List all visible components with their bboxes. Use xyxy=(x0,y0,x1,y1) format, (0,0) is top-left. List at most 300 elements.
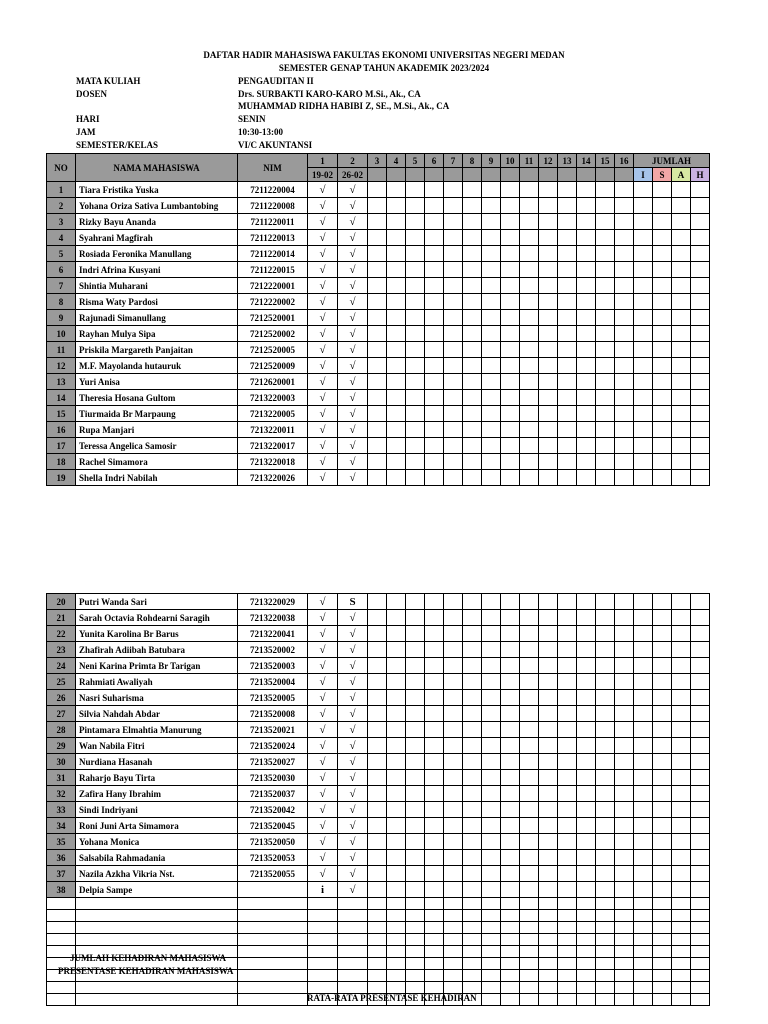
empty-cell xyxy=(368,922,387,934)
meeting-9-cell xyxy=(482,690,501,706)
meeting-15-cell xyxy=(596,850,615,866)
meeting-10-cell xyxy=(501,454,520,470)
meeting-5-cell xyxy=(406,866,425,882)
meeting-16-cell xyxy=(615,422,634,438)
meeting-11-cell xyxy=(520,674,539,690)
label-mata-kuliah: MATA KULIAH xyxy=(76,76,141,86)
student-name: Roni Juni Arta Simamora xyxy=(76,818,238,834)
meeting-4-cell xyxy=(387,278,406,294)
empty-cell xyxy=(406,898,425,910)
table-row xyxy=(47,690,710,706)
meeting-7-cell xyxy=(444,658,463,674)
table-row xyxy=(47,706,710,722)
student-nim: 7213520055 xyxy=(238,866,308,882)
meeting-9-cell xyxy=(482,738,501,754)
meeting-4-cell xyxy=(387,690,406,706)
empty-cell xyxy=(672,898,691,910)
jumlah-a-cell xyxy=(672,422,691,438)
meeting-15-cell xyxy=(596,626,615,642)
meeting-7-cell xyxy=(444,358,463,374)
jumlah-i-cell xyxy=(634,770,653,786)
meeting-12-cell xyxy=(539,722,558,738)
meeting-12-cell xyxy=(539,882,558,898)
meeting-6-cell xyxy=(425,310,444,326)
jumlah-a-cell xyxy=(672,690,691,706)
meeting-8-cell xyxy=(463,626,482,642)
meeting-5-cell xyxy=(406,818,425,834)
meeting-5-cell xyxy=(406,262,425,278)
empty-cell xyxy=(539,970,558,982)
meeting-7-cell xyxy=(444,214,463,230)
jumlah-s-cell xyxy=(653,278,672,294)
meeting-15-cell xyxy=(596,818,615,834)
meeting-11-cell xyxy=(520,626,539,642)
empty-cell xyxy=(615,934,634,946)
row-number: 6 xyxy=(47,262,76,278)
header-row-1 xyxy=(47,154,710,168)
meeting-2-mark: √ xyxy=(338,262,368,278)
empty-cell xyxy=(463,970,482,982)
meeting-11-cell xyxy=(520,690,539,706)
meeting-8-cell xyxy=(463,738,482,754)
jumlah-i-cell xyxy=(634,182,653,198)
meeting-9-cell xyxy=(482,706,501,722)
header-meeting-6: 6 xyxy=(425,154,444,168)
meeting-6-cell xyxy=(425,294,444,310)
header-meeting-2: 2 xyxy=(338,154,368,168)
meeting-9-cell xyxy=(482,214,501,230)
student-nim: 7213520003 xyxy=(238,658,308,674)
row-number: 25 xyxy=(47,674,76,690)
meeting-14-cell xyxy=(577,230,596,246)
row-number: 11 xyxy=(47,342,76,358)
meeting-15-cell xyxy=(596,470,615,486)
meeting-4-cell xyxy=(387,294,406,310)
meeting-11-cell xyxy=(520,454,539,470)
table-row xyxy=(47,406,710,422)
meeting-11-cell xyxy=(520,818,539,834)
meeting-16-cell xyxy=(615,818,634,834)
meeting-9-cell xyxy=(482,642,501,658)
student-nim: 7213520037 xyxy=(238,786,308,802)
meeting-13-cell xyxy=(558,294,577,310)
meeting-6-cell xyxy=(425,230,444,246)
empty-cell xyxy=(76,910,238,922)
meeting-5-cell xyxy=(406,374,425,390)
meeting-13-cell xyxy=(558,626,577,642)
empty-cell xyxy=(47,994,76,1006)
meeting-9-cell xyxy=(482,310,501,326)
meeting-10-cell xyxy=(501,722,520,738)
jumlah-a-cell xyxy=(672,454,691,470)
meeting-12-cell xyxy=(539,326,558,342)
meeting-8-cell xyxy=(463,246,482,262)
jumlah-a-cell xyxy=(672,470,691,486)
meeting-16-cell xyxy=(615,738,634,754)
empty-cell xyxy=(238,934,308,946)
meeting-7-cell xyxy=(444,594,463,610)
meeting-14-cell xyxy=(577,374,596,390)
empty-cell xyxy=(425,934,444,946)
table-row xyxy=(47,390,710,406)
meeting-2-mark: √ xyxy=(338,866,368,882)
meeting-10-cell xyxy=(501,738,520,754)
jumlah-i-cell xyxy=(634,454,653,470)
row-number: 12 xyxy=(47,358,76,374)
student-name: Yuri Anisa xyxy=(76,374,238,390)
empty-cell xyxy=(238,898,308,910)
empty-cell xyxy=(558,970,577,982)
meeting-9-cell xyxy=(482,882,501,898)
meeting-13-cell xyxy=(558,674,577,690)
header-jumlah-a: A xyxy=(672,168,691,182)
empty-cell xyxy=(691,934,710,946)
meeting-6-cell xyxy=(425,802,444,818)
row-number: 34 xyxy=(47,818,76,834)
meeting-1-mark: √ xyxy=(308,818,338,834)
table-row xyxy=(47,294,710,310)
meeting-16-cell xyxy=(615,470,634,486)
jumlah-a-cell xyxy=(672,594,691,610)
jumlah-a-cell xyxy=(672,358,691,374)
meeting-7-cell xyxy=(444,470,463,486)
empty-cell xyxy=(596,970,615,982)
meeting-1-mark: √ xyxy=(308,786,338,802)
meeting-3-cell xyxy=(368,422,387,438)
meeting-7-cell xyxy=(444,230,463,246)
meeting-10-cell xyxy=(501,690,520,706)
meeting-2-mark: √ xyxy=(338,470,368,486)
jumlah-h-cell xyxy=(691,738,710,754)
empty-cell xyxy=(482,922,501,934)
meeting-15-cell xyxy=(596,706,615,722)
meeting-6-cell xyxy=(425,706,444,722)
meeting-9-cell xyxy=(482,674,501,690)
meeting-4-cell xyxy=(387,246,406,262)
meeting-9-cell xyxy=(482,422,501,438)
value-jam: 10:30-13:00 xyxy=(238,127,283,137)
meeting-5-cell xyxy=(406,674,425,690)
student-nim: 7213520002 xyxy=(238,642,308,658)
student-name: Raharjo Bayu Tirta xyxy=(76,770,238,786)
table-row xyxy=(47,198,710,214)
jumlah-a-cell xyxy=(672,262,691,278)
meeting-3-cell xyxy=(368,594,387,610)
meeting-12-cell xyxy=(539,706,558,722)
row-number: 19 xyxy=(47,470,76,486)
meeting-3-cell xyxy=(368,326,387,342)
empty-cell xyxy=(47,922,76,934)
header-date-11 xyxy=(520,168,539,182)
meeting-6-cell xyxy=(425,214,444,230)
jumlah-h-cell xyxy=(691,342,710,358)
jumlah-i-cell xyxy=(634,642,653,658)
jumlah-h-cell xyxy=(691,722,710,738)
meeting-8-cell xyxy=(463,610,482,626)
header-meeting-8: 8 xyxy=(463,154,482,168)
header-date-14 xyxy=(577,168,596,182)
attendance-table-part1 xyxy=(46,153,710,486)
empty-cell xyxy=(406,922,425,934)
student-name: Nasri Suharisma xyxy=(76,690,238,706)
empty-cell xyxy=(444,934,463,946)
header-meeting-9: 9 xyxy=(482,154,501,168)
meeting-6-cell xyxy=(425,626,444,642)
empty-cell xyxy=(558,934,577,946)
empty-cell xyxy=(308,898,338,910)
jumlah-a-cell xyxy=(672,390,691,406)
meeting-9-cell xyxy=(482,198,501,214)
meeting-16-cell xyxy=(615,454,634,470)
meeting-2-mark: √ xyxy=(338,214,368,230)
student-nim: 7213520024 xyxy=(238,738,308,754)
meeting-7-cell xyxy=(444,310,463,326)
empty-cell xyxy=(596,898,615,910)
meeting-15-cell xyxy=(596,594,615,610)
meeting-9-cell xyxy=(482,866,501,882)
meeting-2-mark: √ xyxy=(338,834,368,850)
empty-cell xyxy=(368,898,387,910)
row-number: 1 xyxy=(47,182,76,198)
meeting-7-cell xyxy=(444,770,463,786)
meeting-9-cell xyxy=(482,454,501,470)
empty-cell xyxy=(387,946,406,958)
meeting-1-mark: √ xyxy=(308,214,338,230)
meeting-15-cell xyxy=(596,294,615,310)
jumlah-s-cell xyxy=(653,422,672,438)
empty-cell xyxy=(76,982,238,994)
empty-cell xyxy=(520,922,539,934)
meeting-16-cell xyxy=(615,690,634,706)
meeting-12-cell xyxy=(539,358,558,374)
meeting-4-cell xyxy=(387,882,406,898)
empty-cell xyxy=(368,910,387,922)
meeting-2-mark: √ xyxy=(338,438,368,454)
header-date-3 xyxy=(368,168,387,182)
meeting-9-cell xyxy=(482,786,501,802)
meeting-3-cell xyxy=(368,310,387,326)
row-number: 33 xyxy=(47,802,76,818)
meeting-14-cell xyxy=(577,674,596,690)
meeting-14-cell xyxy=(577,182,596,198)
meeting-11-cell xyxy=(520,754,539,770)
meeting-2-mark: √ xyxy=(338,850,368,866)
meeting-1-mark: √ xyxy=(308,802,338,818)
meeting-16-cell xyxy=(615,882,634,898)
meeting-1-mark: √ xyxy=(308,374,338,390)
meeting-9-cell xyxy=(482,770,501,786)
meeting-6-cell xyxy=(425,422,444,438)
meeting-15-cell xyxy=(596,690,615,706)
meeting-13-cell xyxy=(558,818,577,834)
table-row xyxy=(47,754,710,770)
meeting-16-cell xyxy=(615,626,634,642)
meeting-2-mark: √ xyxy=(338,610,368,626)
meeting-13-cell xyxy=(558,770,577,786)
meeting-16-cell xyxy=(615,390,634,406)
meeting-6-cell xyxy=(425,262,444,278)
row-number: 10 xyxy=(47,326,76,342)
meeting-13-cell xyxy=(558,850,577,866)
meeting-16-cell xyxy=(615,674,634,690)
jumlah-i-cell xyxy=(634,866,653,882)
meeting-8-cell xyxy=(463,214,482,230)
student-nim: 7212620001 xyxy=(238,374,308,390)
meeting-8-cell xyxy=(463,294,482,310)
empty-cell xyxy=(47,898,76,910)
jumlah-a-cell xyxy=(672,722,691,738)
meeting-10-cell xyxy=(501,470,520,486)
header-date-2: 26-02 xyxy=(338,168,368,182)
meeting-14-cell xyxy=(577,642,596,658)
jumlah-s-cell xyxy=(653,706,672,722)
student-name: Teressa Angelica Samosir xyxy=(76,438,238,454)
attendance-table-part2 xyxy=(46,593,710,1006)
meeting-6-cell xyxy=(425,882,444,898)
jumlah-s-cell xyxy=(653,658,672,674)
meeting-6-cell xyxy=(425,850,444,866)
empty-cell xyxy=(577,994,596,1006)
meeting-7-cell xyxy=(444,390,463,406)
table-row xyxy=(47,738,710,754)
jumlah-s-cell xyxy=(653,214,672,230)
meeting-13-cell xyxy=(558,310,577,326)
jumlah-s-cell xyxy=(653,182,672,198)
meeting-11-cell xyxy=(520,214,539,230)
meeting-5-cell xyxy=(406,422,425,438)
jumlah-h-cell xyxy=(691,786,710,802)
empty-cell xyxy=(463,946,482,958)
empty-cell xyxy=(615,898,634,910)
meeting-12-cell xyxy=(539,818,558,834)
student-name: Neni Karina Primta Br Tarigan xyxy=(76,658,238,674)
meeting-14-cell xyxy=(577,390,596,406)
empty-cell xyxy=(501,994,520,1006)
meeting-2-mark: √ xyxy=(338,454,368,470)
meeting-11-cell xyxy=(520,422,539,438)
jumlah-a-cell xyxy=(672,802,691,818)
jumlah-s-cell xyxy=(653,674,672,690)
row-number: 26 xyxy=(47,690,76,706)
meeting-5-cell xyxy=(406,850,425,866)
meeting-4-cell xyxy=(387,326,406,342)
meeting-3-cell xyxy=(368,470,387,486)
meeting-1-mark: √ xyxy=(308,850,338,866)
meeting-14-cell xyxy=(577,722,596,738)
header-date-13 xyxy=(558,168,577,182)
empty-cell xyxy=(425,958,444,970)
empty-cell xyxy=(501,982,520,994)
table-row xyxy=(47,182,710,198)
meeting-9-cell xyxy=(482,390,501,406)
jumlah-s-cell xyxy=(653,642,672,658)
table-row xyxy=(47,326,710,342)
meeting-11-cell xyxy=(520,834,539,850)
meeting-8-cell xyxy=(463,422,482,438)
meeting-7-cell xyxy=(444,422,463,438)
jumlah-a-cell xyxy=(672,834,691,850)
student-nim: 7213220017 xyxy=(238,438,308,454)
meeting-6-cell xyxy=(425,326,444,342)
empty-cell xyxy=(691,946,710,958)
jumlah-a-cell xyxy=(672,326,691,342)
empty-cell xyxy=(577,958,596,970)
empty-cell xyxy=(558,958,577,970)
meeting-5-cell xyxy=(406,738,425,754)
empty-cell xyxy=(482,910,501,922)
header-jumlah-h: H xyxy=(691,168,710,182)
meeting-13-cell xyxy=(558,642,577,658)
meeting-10-cell xyxy=(501,642,520,658)
empty-cell xyxy=(425,910,444,922)
empty-cell xyxy=(76,994,238,1006)
empty-cell xyxy=(539,922,558,934)
meeting-15-cell xyxy=(596,866,615,882)
jumlah-a-cell xyxy=(672,182,691,198)
student-name: Zhafirah Adiibah Batubara xyxy=(76,642,238,658)
jumlah-i-cell xyxy=(634,674,653,690)
table-row xyxy=(47,786,710,802)
meeting-16-cell xyxy=(615,262,634,278)
jumlah-h-cell xyxy=(691,182,710,198)
meeting-13-cell xyxy=(558,454,577,470)
jumlah-s-cell xyxy=(653,406,672,422)
student-name: Rayhan Mulya Sipa xyxy=(76,326,238,342)
meeting-12-cell xyxy=(539,594,558,610)
meeting-10-cell xyxy=(501,198,520,214)
meeting-8-cell xyxy=(463,278,482,294)
row-number: 32 xyxy=(47,786,76,802)
meeting-2-mark: √ xyxy=(338,198,368,214)
meeting-12-cell xyxy=(539,246,558,262)
jumlah-h-cell xyxy=(691,278,710,294)
jumlah-s-cell xyxy=(653,754,672,770)
meeting-12-cell xyxy=(539,374,558,390)
jumlah-i-cell xyxy=(634,818,653,834)
meeting-4-cell xyxy=(387,754,406,770)
meeting-14-cell xyxy=(577,326,596,342)
meeting-1-mark: √ xyxy=(308,770,338,786)
meeting-4-cell xyxy=(387,310,406,326)
jumlah-h-cell xyxy=(691,198,710,214)
header-date-5 xyxy=(406,168,425,182)
meeting-9-cell xyxy=(482,610,501,626)
jumlah-h-cell xyxy=(691,706,710,722)
empty-cell xyxy=(482,994,501,1006)
student-name: Indri Afrina Kusyani xyxy=(76,262,238,278)
meeting-6-cell xyxy=(425,246,444,262)
empty-cell xyxy=(691,898,710,910)
jumlah-kehadiran-label: JUMLAH KEHADIRAN MAHASISWA xyxy=(70,953,227,963)
student-nim: 7213220038 xyxy=(238,610,308,626)
empty-cell xyxy=(308,934,338,946)
meeting-12-cell xyxy=(539,230,558,246)
meeting-3-cell xyxy=(368,818,387,834)
empty-cell xyxy=(308,970,338,982)
meeting-14-cell xyxy=(577,738,596,754)
meeting-6-cell xyxy=(425,594,444,610)
meeting-6-cell xyxy=(425,866,444,882)
meeting-6-cell xyxy=(425,342,444,358)
meeting-5-cell xyxy=(406,642,425,658)
meeting-12-cell xyxy=(539,182,558,198)
jumlah-h-cell xyxy=(691,802,710,818)
meeting-15-cell xyxy=(596,642,615,658)
jumlah-i-cell xyxy=(634,278,653,294)
empty-cell xyxy=(482,934,501,946)
meeting-12-cell xyxy=(539,786,558,802)
empty-cell xyxy=(406,946,425,958)
